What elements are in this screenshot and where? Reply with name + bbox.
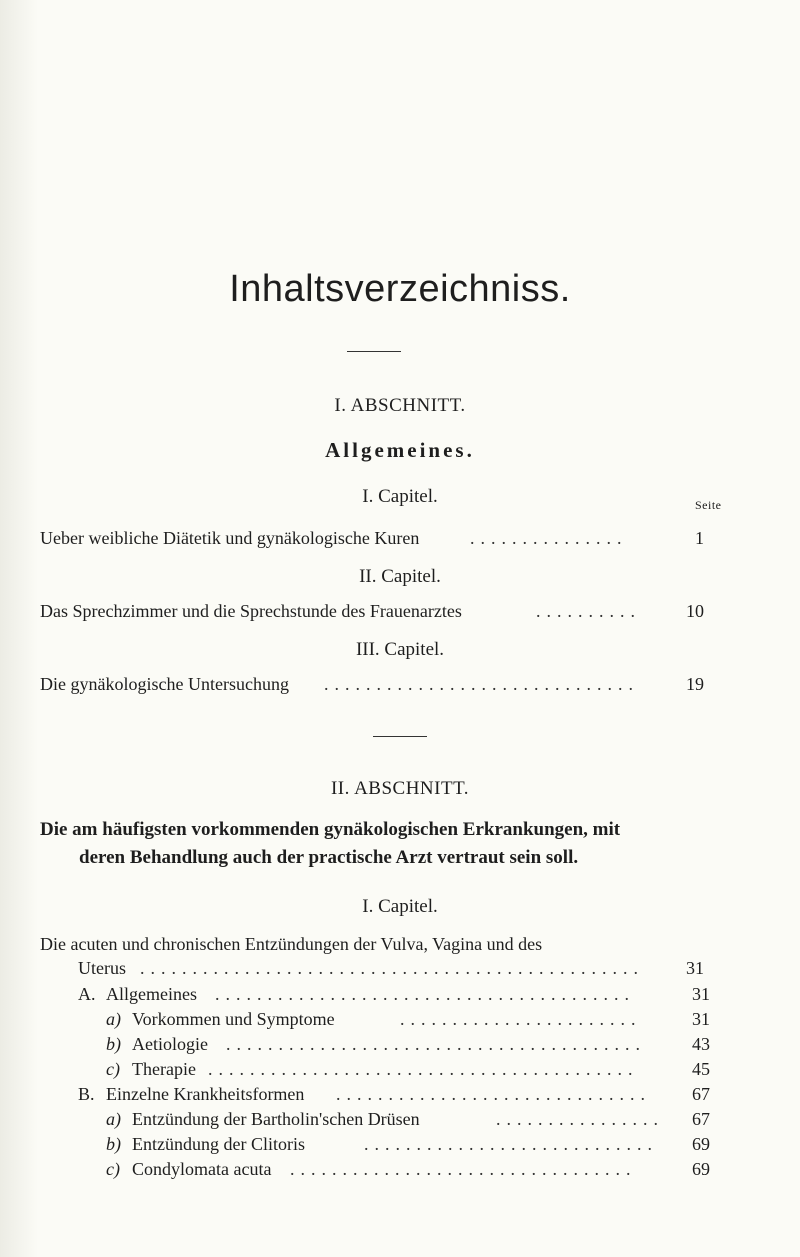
- toc-entry-marker: B.: [78, 1084, 95, 1104]
- toc-entry-title: Entzündung der Clitoris: [132, 1134, 305, 1154]
- toc-entry-marker: c): [106, 1059, 120, 1079]
- leader-dots: ...............: [470, 528, 628, 548]
- page-title: Inhaltsverzeichniss.: [229, 268, 571, 310]
- toc-page-number: 1: [695, 528, 704, 548]
- leader-dots: ........................................: [226, 1034, 646, 1054]
- toc-page-number: 10: [686, 601, 704, 621]
- toc-subentry: [0, 1132, 800, 1156]
- section2-title-line2: deren Behandlung auch der practische Arzt vertraut sein soll.: [79, 847, 579, 868]
- leader-dots: ..............................: [336, 1084, 651, 1104]
- toc-entry: [0, 599, 800, 623]
- page-column-label: Seite: [695, 498, 722, 512]
- toc-entry-title: Vorkommen und Symptome: [132, 1009, 335, 1029]
- toc-page-number: 45: [692, 1059, 710, 1079]
- toc-entry-title: Condylomata acuta: [132, 1159, 272, 1179]
- leader-dots: ..........: [536, 601, 641, 621]
- chapter-label: III. Capitel.: [355, 639, 445, 660]
- leader-dots: .........................................: [208, 1059, 639, 1079]
- toc-page-number: 67: [692, 1084, 710, 1104]
- toc-entry-title: Die acuten und chronischen Entzündungen der Vulva, Vagina und des: [40, 934, 543, 954]
- toc-page-number: 43: [692, 1034, 710, 1054]
- toc-entry-title: Ueber weibliche Diätetik und gynäkologische Kuren: [40, 528, 420, 548]
- toc-page-number: 31: [692, 1009, 710, 1029]
- toc-entry-marker: c): [106, 1159, 120, 1179]
- toc-entry: [0, 672, 800, 696]
- toc-subentry: [0, 1007, 800, 1031]
- toc-page-number: 31: [686, 958, 704, 978]
- toc-entry-marker: a): [106, 1009, 121, 1029]
- toc-page-number: 31: [692, 984, 710, 1004]
- toc-subentry: [0, 1082, 800, 1106]
- section1-title: Allgemeines.: [325, 438, 475, 462]
- toc-subentry: [0, 1057, 800, 1081]
- toc-entry-title: Entzündung der Bartholin'schen Drüsen: [132, 1109, 420, 1129]
- leader-dots: ..............................: [324, 674, 639, 694]
- toc-page-number: 69: [692, 1159, 710, 1179]
- leader-dots: .................................: [290, 1159, 637, 1179]
- toc-entry: [0, 956, 800, 980]
- section1-heading: I. ABSCHNITT.: [334, 395, 466, 416]
- toc-subentry: [0, 1107, 800, 1131]
- toc-entry-title: Das Sprechzimmer und die Sprechstunde des Frauenarztes: [40, 601, 462, 621]
- leader-dots: ........................................: [215, 984, 635, 1004]
- section2-heading: II. ABSCHNITT.: [330, 778, 470, 799]
- toc-entry-marker: a): [106, 1109, 121, 1129]
- toc-entry-marker: b): [106, 1134, 121, 1154]
- section-divider: [373, 736, 427, 737]
- toc-subentry: [0, 1032, 800, 1056]
- toc-entry-marker: A.: [78, 984, 96, 1004]
- leader-dots: ................: [496, 1109, 664, 1129]
- leader-dots: ............................: [364, 1134, 658, 1154]
- toc-entry-title: Einzelne Krankheitsformen: [106, 1084, 305, 1104]
- toc-entry-title: Therapie: [132, 1059, 196, 1079]
- section2-title: [40, 816, 730, 872]
- toc-entry: [0, 526, 800, 550]
- chapter-label: I. Capitel.: [362, 486, 438, 507]
- toc-entry-title: Uterus: [78, 958, 126, 978]
- chapter-label: II. Capitel.: [359, 566, 441, 587]
- leader-dots: ................................................: [140, 958, 644, 978]
- toc-entry-title: Die gynäkologische Untersuchung: [40, 674, 289, 694]
- chapter-label: I. Capitel.: [362, 896, 438, 917]
- toc-entry-title: Allgemeines: [106, 984, 197, 1004]
- section2-title-line1: Die am häufigsten vorkommenden gynäkologischen Erkrankungen, mit: [40, 819, 621, 840]
- leader-dots: .......................: [400, 1009, 642, 1029]
- toc-subentry: [0, 1157, 800, 1181]
- toc-page-number: 69: [692, 1134, 710, 1154]
- toc-page-number: 19: [686, 674, 704, 694]
- toc-page-number: 67: [692, 1109, 710, 1129]
- toc-subentry: [0, 982, 800, 1006]
- title-divider: [347, 351, 401, 352]
- toc-entry-marker: b): [106, 1034, 121, 1054]
- toc-entry-title: Aetiologie: [132, 1034, 208, 1054]
